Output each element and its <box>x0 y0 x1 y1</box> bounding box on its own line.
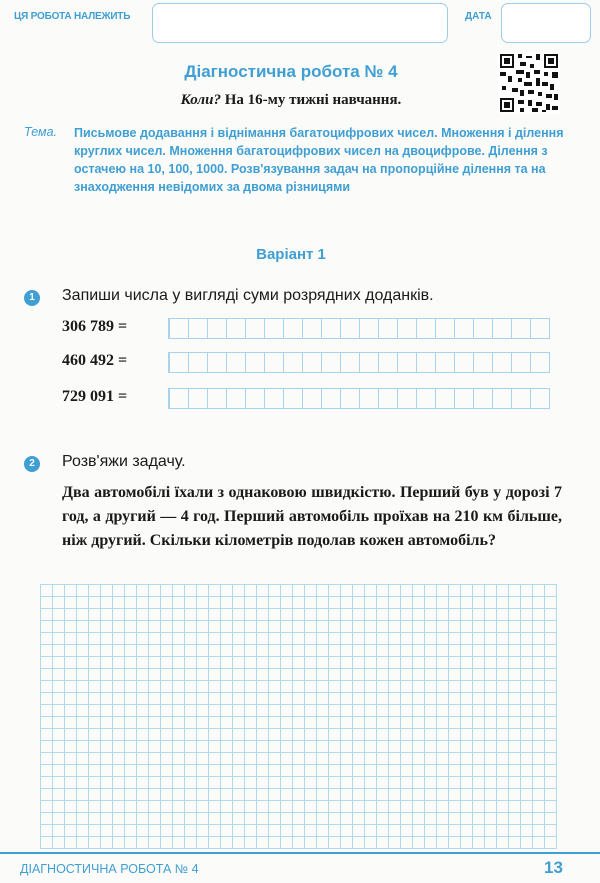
owner-label: ЦЯ РОБОТА НАЛЕЖИТЬ <box>14 11 131 22</box>
solution-grid[interactable] <box>40 584 557 849</box>
date-label: ДАТА <box>465 11 492 22</box>
word-problem: Два автомобілі їхали з однаковою швидкістю. Перший був у дорозі 7 год, а другий — 4 год. Перший автомобіль проїхав на 210 км більше, ніж другий. Скільки кілометрів подолав кожен автомобіль? <box>62 484 562 549</box>
task-2-instruction: Розв'яжи задачу. <box>62 453 186 470</box>
page-title: Діагностична робота № 4 <box>184 62 398 81</box>
footer-divider <box>0 852 600 854</box>
answer-cells-3[interactable] <box>168 388 550 409</box>
footer-label: ДІАГНОСТИЧНА РОБОТА № 4 <box>20 862 199 876</box>
answer-cells-1[interactable] <box>168 318 550 339</box>
expression-2: 460 492 = <box>62 352 128 369</box>
answer-cells-2[interactable] <box>168 352 550 373</box>
schedule-line <box>0 92 582 109</box>
task-1-instruction: Запиши числа у вигляді суми розрядних доданків. <box>62 287 434 304</box>
date-field[interactable] <box>501 3 591 43</box>
expression-3: 729 091 = <box>62 388 128 405</box>
expression-1: 306 789 = <box>62 318 128 335</box>
topic-label: Тема. <box>24 125 58 139</box>
schedule-answer: На 16-му тижні навчання. <box>224 92 402 108</box>
owner-name-field[interactable] <box>152 3 448 43</box>
task-1-badge: 1 <box>24 290 40 306</box>
topic-text: Письмове додавання і віднімання багатоцифрових чисел. Множення і ділення круглих чисел. Множення багатоцифрових чисел на двоцифрове. Ділення з остачею на 10, 100, 1000. Розв'язування задач на пропорційне ділення та на знаходження невідомих за двома різницями <box>74 126 564 194</box>
page-number: 13 <box>544 858 563 877</box>
schedule-question: Коли? <box>180 92 221 108</box>
task-2-badge: 2 <box>24 456 40 472</box>
variant-heading: Варіант 1 <box>256 246 326 263</box>
